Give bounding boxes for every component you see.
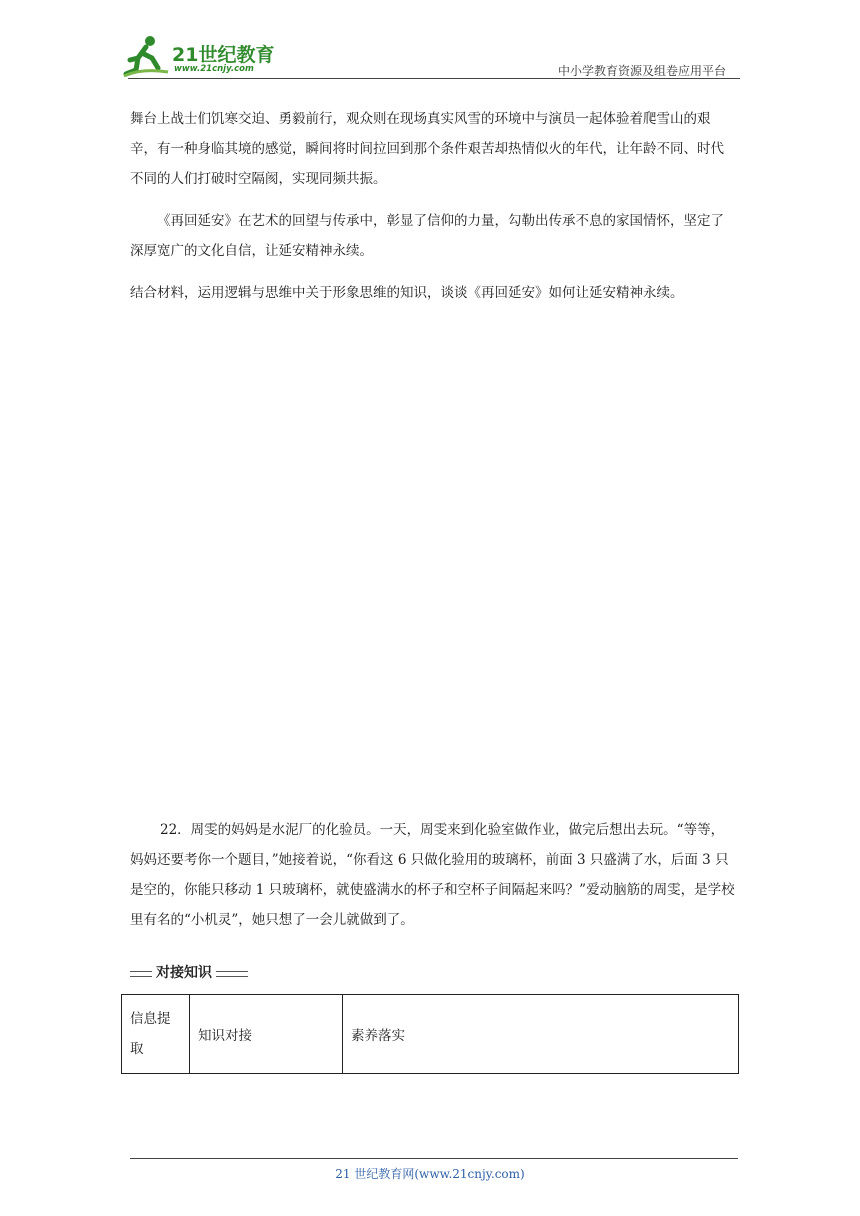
page-header [120, 32, 740, 80]
footer-text: 21 世纪教育网(www.21cnjy.com) [335, 1167, 525, 1181]
runner-logo-icon [122, 34, 172, 78]
table-cell-literacy: 素养落实 [343, 995, 739, 1074]
section-badge-label: 对接知识 [152, 962, 216, 982]
table-cell-knowledge: 知识对接 [190, 995, 343, 1074]
logo-text: 21世纪教育 [172, 44, 275, 66]
section-badge [130, 962, 248, 984]
knowledge-table [121, 994, 739, 1074]
paragraph-2: 《再回延安》在艺术的回望与传承中，彰显了信仰的力量，勾勒出传承不息的家国情怀，坚定了深厚宽广的文化自信，让延安精神永续。 [130, 213, 724, 259]
question-text: 结合材料，运用逻辑与思维中关于形象思维的知识，谈谈《再回延安》如何让延安精神永续。 [130, 285, 684, 301]
site-logo [122, 34, 292, 78]
header-divider [128, 78, 740, 79]
problem-22: 22．周雯的妈妈是水泥厂的化验员。一天，周雯来到化验室做作业，做完后想出去玩。“等等，妈妈还要考你一个题目，”她接着说，“你看这 6 只做化验用的玻璃杯，前面 3 只盛满了水，后面 3 只是空的，你能只移动 1 只玻璃杯，就使盛满水的杯子和空杯子间隔起来吗？”爱动脑筋的周雯，是学校里有名的“小机灵”，她只想了一会儿就做到了。 [130, 822, 735, 928]
table-cell-info: 信息提取 [122, 995, 190, 1074]
paragraph-1: 舞台上战士们饥寒交迫、勇毅前行，观众则在现场真实风雪的环境中与演员一起体验着爬雪山的艰辛，有一种身临其境的感觉，瞬间将时间拉回到那个条件艰苦却热情似火的年代，让年龄不同、时代不同的人们打破时空隔阂，实现同频共振。 [130, 111, 724, 187]
footer-divider [130, 1158, 738, 1159]
platform-name: 中小学教育资源及组卷应用平台 [557, 64, 726, 78]
logo-url: www.21cnjy.com [174, 64, 254, 74]
table-row [122, 995, 739, 1074]
